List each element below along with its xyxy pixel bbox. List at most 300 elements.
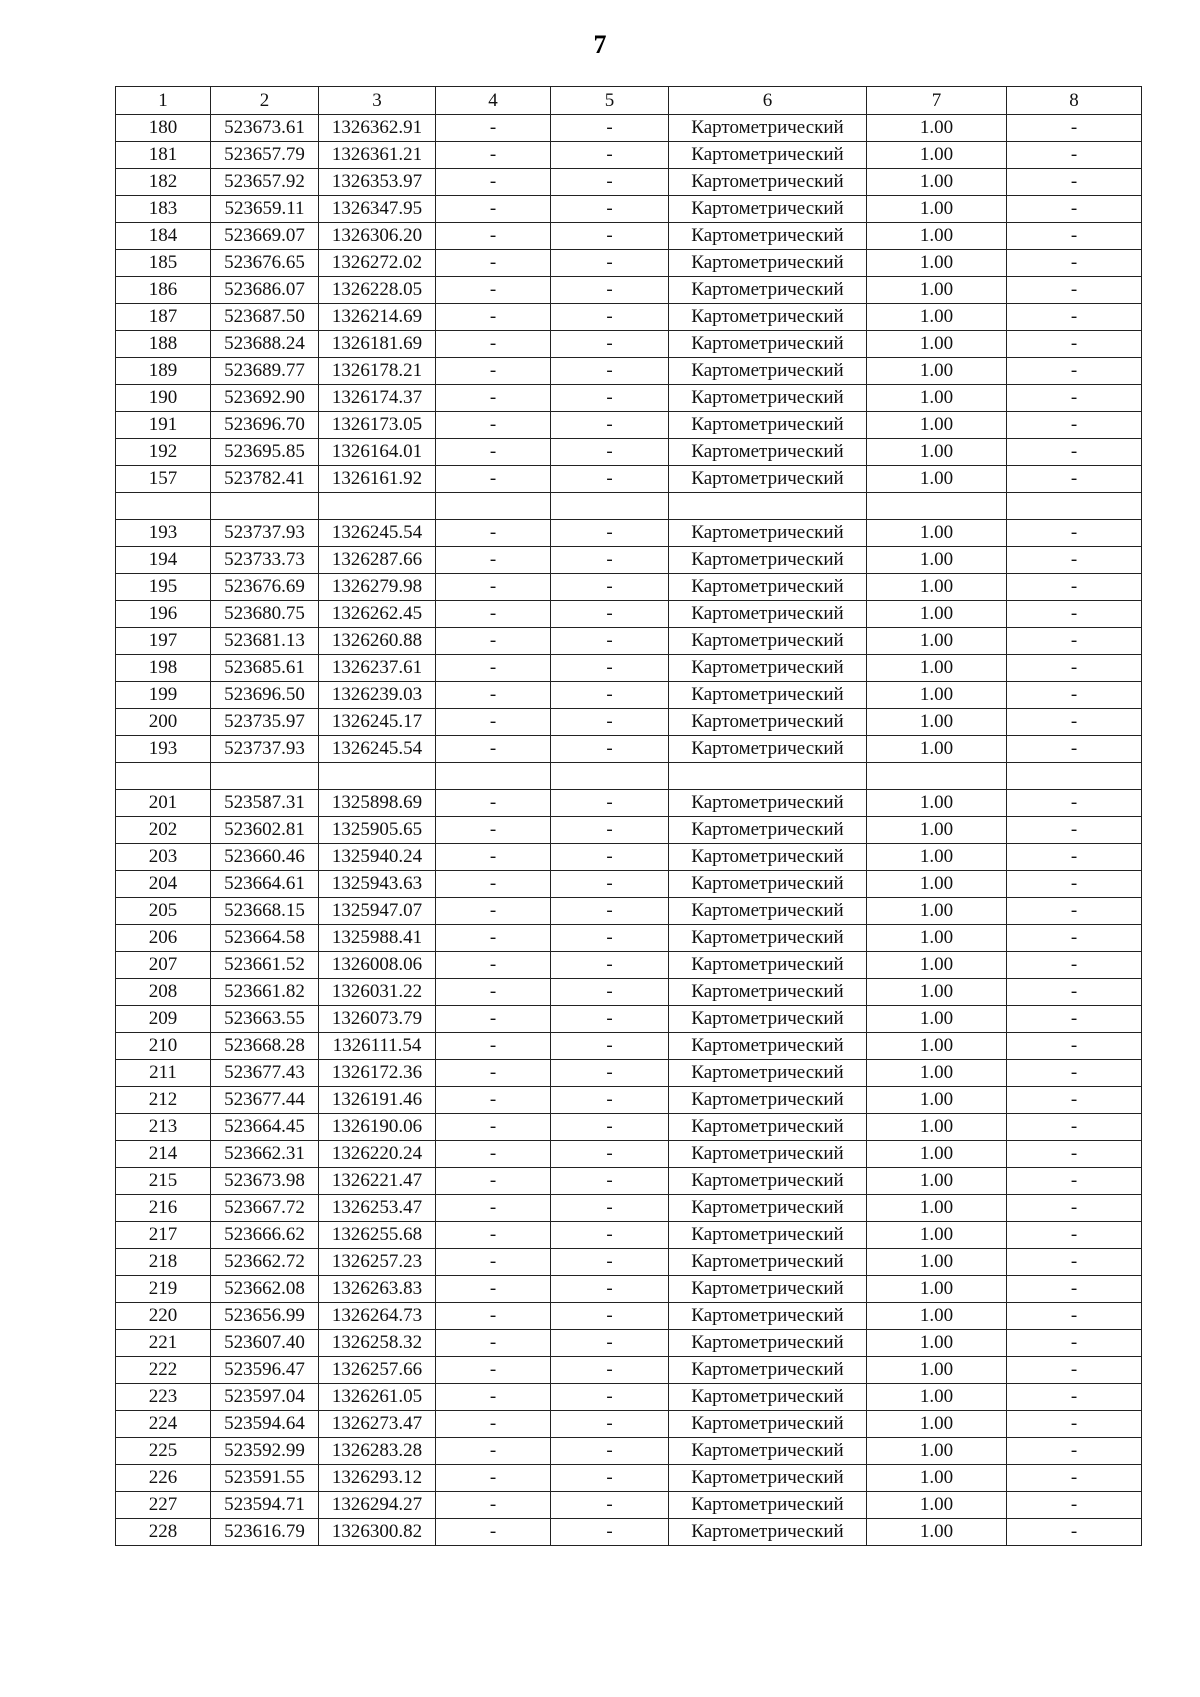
table-cell: 1.00: [867, 115, 1007, 142]
table-cell: -: [551, 412, 669, 439]
table-cell: 1.00: [867, 1357, 1007, 1384]
table-cell: 1326260.88: [319, 628, 436, 655]
table-cell: -: [1007, 1006, 1142, 1033]
table-cell: 1.00: [867, 1141, 1007, 1168]
table-cell: -: [1007, 196, 1142, 223]
table-cell: -: [1007, 331, 1142, 358]
table-cell: -: [1007, 358, 1142, 385]
table-cell: 211: [116, 1060, 211, 1087]
table-cell: 207: [116, 952, 211, 979]
table-cell: -: [436, 1060, 551, 1087]
table-row: [116, 574, 1142, 601]
table-cell: -: [551, 1114, 669, 1141]
table-cell: 523685.61: [211, 655, 319, 682]
table-cell: -: [551, 682, 669, 709]
table-cell: 195: [116, 574, 211, 601]
table-cell: Картометрический: [669, 952, 867, 979]
table-cell: 190: [116, 385, 211, 412]
table-cell: -: [551, 1357, 669, 1384]
table-cell: -: [436, 1114, 551, 1141]
table-row: [116, 331, 1142, 358]
table-cell: 523688.24: [211, 331, 319, 358]
table-cell: 206: [116, 925, 211, 952]
table-cell: -: [436, 1006, 551, 1033]
table-cell: -: [1007, 412, 1142, 439]
table-cell: 523737.93: [211, 520, 319, 547]
table-cell: 225: [116, 1438, 211, 1465]
table-cell: -: [436, 1276, 551, 1303]
table-cell: -: [436, 1087, 551, 1114]
table-cell: Картометрический: [669, 250, 867, 277]
table-cell: 1325947.07: [319, 898, 436, 925]
coordinates-table: [115, 86, 1142, 1546]
table-cell: [551, 493, 669, 520]
table-cell: -: [1007, 223, 1142, 250]
table-cell: 523602.81: [211, 817, 319, 844]
table-cell: 1326306.20: [319, 223, 436, 250]
table-cell: [211, 763, 319, 790]
table-cell: 1326178.21: [319, 358, 436, 385]
table-cell: Картометрический: [669, 466, 867, 493]
table-cell: -: [436, 1519, 551, 1546]
page-number: 7: [593, 30, 607, 59]
table-cell: -: [551, 979, 669, 1006]
table-cell: -: [551, 952, 669, 979]
table-cell: [436, 493, 551, 520]
table-cell: -: [551, 1033, 669, 1060]
table-cell: -: [1007, 574, 1142, 601]
table-row: [116, 277, 1142, 304]
table-cell: 523607.40: [211, 1330, 319, 1357]
table-cell: Картометрический: [669, 736, 867, 763]
table-cell: -: [551, 466, 669, 493]
table-cell: -: [436, 196, 551, 223]
table-cell: 523664.61: [211, 871, 319, 898]
column-header: 8: [1007, 87, 1142, 115]
table-cell: Картометрический: [669, 790, 867, 817]
table-cell: 1.00: [867, 1222, 1007, 1249]
table-cell: 1.00: [867, 871, 1007, 898]
table-cell: -: [1007, 1384, 1142, 1411]
table-row: [116, 790, 1142, 817]
table-cell: -: [436, 1438, 551, 1465]
table-cell: 523689.77: [211, 358, 319, 385]
table-cell: 523597.04: [211, 1384, 319, 1411]
table-cell: -: [551, 1006, 669, 1033]
table-cell: 226: [116, 1465, 211, 1492]
table-cell: Картометрический: [669, 925, 867, 952]
table-cell: -: [436, 304, 551, 331]
table-cell: 523669.07: [211, 223, 319, 250]
table-cell: -: [551, 1519, 669, 1546]
table-cell: 1326164.01: [319, 439, 436, 466]
table-cell: 1326300.82: [319, 1519, 436, 1546]
table-cell: Картометрический: [669, 196, 867, 223]
table-cell: 1326273.47: [319, 1411, 436, 1438]
table-cell: 523696.50: [211, 682, 319, 709]
table-cell: -: [436, 1195, 551, 1222]
table-cell: Картометрический: [669, 1330, 867, 1357]
table-cell: -: [436, 1357, 551, 1384]
table-row: [116, 1141, 1142, 1168]
table-cell: -: [551, 1249, 669, 1276]
column-header: 4: [436, 87, 551, 115]
table-cell: 523676.69: [211, 574, 319, 601]
table-cell: -: [436, 1249, 551, 1276]
table-cell: 1325943.63: [319, 871, 436, 898]
table-cell: Картометрический: [669, 412, 867, 439]
table-cell: -: [551, 1168, 669, 1195]
table-cell: -: [1007, 466, 1142, 493]
table-cell: Картометрический: [669, 1492, 867, 1519]
table-cell: 1326111.54: [319, 1033, 436, 1060]
table-row: [116, 709, 1142, 736]
table-cell: -: [1007, 1411, 1142, 1438]
table-cell: -: [436, 1168, 551, 1195]
column-header: 3: [319, 87, 436, 115]
table-cell: -: [436, 277, 551, 304]
table-cell: -: [551, 439, 669, 466]
table-cell: 1326257.66: [319, 1357, 436, 1384]
table-cell: 523661.52: [211, 952, 319, 979]
table-cell: 523686.07: [211, 277, 319, 304]
table-cell: Картометрический: [669, 223, 867, 250]
table-cell: -: [1007, 898, 1142, 925]
table-cell: -: [436, 574, 551, 601]
table-cell: -: [1007, 925, 1142, 952]
table-cell: -: [551, 142, 669, 169]
table-cell: 523696.70: [211, 412, 319, 439]
table-cell: 1.00: [867, 277, 1007, 304]
table-cell: 192: [116, 439, 211, 466]
table-cell: 523656.99: [211, 1303, 319, 1330]
table-row: [116, 439, 1142, 466]
column-header: 7: [867, 87, 1007, 115]
table-cell: 196: [116, 601, 211, 628]
table-cell: -: [551, 655, 669, 682]
table-cell: 523677.43: [211, 1060, 319, 1087]
table-cell: -: [1007, 277, 1142, 304]
table-cell: 1326245.17: [319, 709, 436, 736]
table-cell: 1.00: [867, 952, 1007, 979]
table-cell: 1326255.68: [319, 1222, 436, 1249]
table-cell: -: [1007, 250, 1142, 277]
table-cell: 523668.28: [211, 1033, 319, 1060]
table-cell: -: [551, 196, 669, 223]
table-cell: -: [436, 1303, 551, 1330]
table-row: [116, 412, 1142, 439]
table-cell: 224: [116, 1411, 211, 1438]
table-cell: -: [1007, 1330, 1142, 1357]
table-cell: -: [436, 115, 551, 142]
table-cell: -: [1007, 142, 1142, 169]
table-cell: 523676.65: [211, 250, 319, 277]
table-cell: 203: [116, 844, 211, 871]
table-row: [116, 817, 1142, 844]
table-cell: -: [1007, 655, 1142, 682]
table-cell: Картометрический: [669, 898, 867, 925]
table-cell: 1326262.45: [319, 601, 436, 628]
table-cell: 1326283.28: [319, 1438, 436, 1465]
table-cell: -: [551, 1330, 669, 1357]
table-cell: -: [436, 547, 551, 574]
table-row: [116, 1465, 1142, 1492]
table-cell: -: [436, 466, 551, 493]
table-cell: 185: [116, 250, 211, 277]
table-cell: 1326190.06: [319, 1114, 436, 1141]
table-cell: -: [1007, 871, 1142, 898]
table-cell: -: [1007, 952, 1142, 979]
table-cell: 523592.99: [211, 1438, 319, 1465]
table-cell: 1326031.22: [319, 979, 436, 1006]
table-cell: 523677.44: [211, 1087, 319, 1114]
table-cell: -: [436, 1384, 551, 1411]
table-cell: 1326245.54: [319, 736, 436, 763]
table-cell: 523692.90: [211, 385, 319, 412]
table-cell: 1.00: [867, 844, 1007, 871]
table-cell: 212: [116, 1087, 211, 1114]
table-cell: 1326287.66: [319, 547, 436, 574]
table-row: [116, 520, 1142, 547]
table-cell: 1.00: [867, 601, 1007, 628]
table-row: [116, 1330, 1142, 1357]
table-cell: -: [551, 1087, 669, 1114]
table-cell: 1326008.06: [319, 952, 436, 979]
table-cell: 1.00: [867, 1330, 1007, 1357]
table-cell: -: [1007, 1141, 1142, 1168]
table-cell: 1.00: [867, 250, 1007, 277]
table-row: [116, 304, 1142, 331]
table-cell: Картометрический: [669, 331, 867, 358]
table-cell: Картометрический: [669, 1303, 867, 1330]
column-header: 1: [116, 87, 211, 115]
table-cell: Картометрический: [669, 1465, 867, 1492]
table-cell: -: [1007, 736, 1142, 763]
table-cell: -: [551, 790, 669, 817]
table-row: [116, 1276, 1142, 1303]
table-row: [116, 1222, 1142, 1249]
table-cell: 1.00: [867, 574, 1007, 601]
table-cell: 1326361.21: [319, 142, 436, 169]
table-cell: 1.00: [867, 979, 1007, 1006]
table-cell: 523737.93: [211, 736, 319, 763]
table-cell: 202: [116, 817, 211, 844]
table-cell: -: [551, 1465, 669, 1492]
table-cell: -: [551, 1060, 669, 1087]
table-cell: 183: [116, 196, 211, 223]
table-row: [116, 223, 1142, 250]
table-cell: Картометрический: [669, 817, 867, 844]
table-row: [116, 1114, 1142, 1141]
table-row: [116, 844, 1142, 871]
table-cell: 227: [116, 1492, 211, 1519]
table-cell: Картометрический: [669, 601, 867, 628]
table-cell: -: [551, 844, 669, 871]
table-cell: -: [551, 898, 669, 925]
table-cell: -: [1007, 790, 1142, 817]
table-cell: -: [436, 385, 551, 412]
table-cell: -: [551, 817, 669, 844]
table-row: [116, 169, 1142, 196]
table-body: [116, 115, 1142, 1546]
table-cell: Картометрический: [669, 547, 867, 574]
table-row: [116, 925, 1142, 952]
table-row: [116, 682, 1142, 709]
table-cell: -: [436, 1330, 551, 1357]
table-cell: 210: [116, 1033, 211, 1060]
table-cell: 1.00: [867, 925, 1007, 952]
table-cell: 214: [116, 1141, 211, 1168]
table-cell: -: [1007, 1492, 1142, 1519]
table-cell: Картометрический: [669, 1276, 867, 1303]
table-cell: -: [551, 385, 669, 412]
table-cell: -: [1007, 709, 1142, 736]
table-cell: 1.00: [867, 709, 1007, 736]
table-cell: -: [436, 439, 551, 466]
table-row: [116, 601, 1142, 628]
table-cell: -: [1007, 1303, 1142, 1330]
table-cell: 1326263.83: [319, 1276, 436, 1303]
table-cell: 218: [116, 1249, 211, 1276]
table-cell: -: [1007, 1060, 1142, 1087]
table-cell: 1.00: [867, 331, 1007, 358]
table-cell: 1326161.92: [319, 466, 436, 493]
table-cell: -: [1007, 547, 1142, 574]
table-cell: 1.00: [867, 304, 1007, 331]
table-row: [116, 1519, 1142, 1546]
table-cell: 193: [116, 520, 211, 547]
table-cell: -: [551, 547, 669, 574]
table-cell: -: [1007, 1519, 1142, 1546]
table-cell: -: [436, 682, 551, 709]
table-cell: -: [436, 709, 551, 736]
table-cell: [669, 493, 867, 520]
table-cell: -: [1007, 304, 1142, 331]
table-cell: 523591.55: [211, 1465, 319, 1492]
table-cell: 222: [116, 1357, 211, 1384]
table-row: [116, 655, 1142, 682]
table-row: [116, 1249, 1142, 1276]
table-cell: -: [436, 358, 551, 385]
table-cell: 184: [116, 223, 211, 250]
table-cell: 1326221.47: [319, 1168, 436, 1195]
table-cell: [436, 763, 551, 790]
table-cell: 523735.97: [211, 709, 319, 736]
table-cell: 1.00: [867, 1303, 1007, 1330]
table-cell: Картометрический: [669, 169, 867, 196]
table-cell: 1.00: [867, 1006, 1007, 1033]
table-cell: -: [551, 331, 669, 358]
table-cell: 1.00: [867, 1492, 1007, 1519]
table-row: [116, 358, 1142, 385]
table-cell: -: [1007, 979, 1142, 1006]
table-cell: 1326173.05: [319, 412, 436, 439]
table-cell: 523666.62: [211, 1222, 319, 1249]
table-cell: 215: [116, 1168, 211, 1195]
table-cell: -: [1007, 682, 1142, 709]
table-cell: -: [551, 277, 669, 304]
table-cell: -: [1007, 817, 1142, 844]
table-cell: [116, 493, 211, 520]
table-cell: 1326257.23: [319, 1249, 436, 1276]
table-row: [116, 1411, 1142, 1438]
table-cell: -: [436, 520, 551, 547]
table-cell: 1326237.61: [319, 655, 436, 682]
table-cell: 1326294.27: [319, 1492, 436, 1519]
table-cell: 1.00: [867, 142, 1007, 169]
table-cell: 1325988.41: [319, 925, 436, 952]
table-row: [116, 115, 1142, 142]
table-cell: 523680.75: [211, 601, 319, 628]
table-cell: -: [551, 1492, 669, 1519]
table-cell: -: [1007, 1438, 1142, 1465]
table-cell: -: [436, 817, 551, 844]
table-cell: 213: [116, 1114, 211, 1141]
table-cell: 523673.98: [211, 1168, 319, 1195]
column-header: 2: [211, 87, 319, 115]
table-cell: 523668.15: [211, 898, 319, 925]
table-cell: 1.00: [867, 655, 1007, 682]
table-cell: 193: [116, 736, 211, 763]
table-cell: 1326245.54: [319, 520, 436, 547]
table-cell: Картометрический: [669, 439, 867, 466]
table-cell: 1.00: [867, 1438, 1007, 1465]
table-cell: Картометрический: [669, 1087, 867, 1114]
table-cell: 1326293.12: [319, 1465, 436, 1492]
table-cell: 523660.46: [211, 844, 319, 871]
table-cell: Картометрический: [669, 1114, 867, 1141]
table-cell: -: [436, 871, 551, 898]
table-cell: -: [551, 169, 669, 196]
table-row: [116, 979, 1142, 1006]
table-cell: 194: [116, 547, 211, 574]
table-cell: -: [551, 1222, 669, 1249]
table-cell: 1.00: [867, 1060, 1007, 1087]
table-cell: -: [436, 223, 551, 250]
table-cell: -: [436, 169, 551, 196]
table-cell: [669, 763, 867, 790]
table-cell: 1326272.02: [319, 250, 436, 277]
table-cell: 1.00: [867, 736, 1007, 763]
table-cell: Картометрический: [669, 358, 867, 385]
table-cell: 1.00: [867, 169, 1007, 196]
table-cell: 523594.71: [211, 1492, 319, 1519]
table-cell: Картометрический: [669, 1033, 867, 1060]
table-cell: -: [551, 358, 669, 385]
table-cell: -: [1007, 520, 1142, 547]
table-cell: Картометрический: [669, 1357, 867, 1384]
table-cell: -: [551, 250, 669, 277]
table-cell: 216: [116, 1195, 211, 1222]
table-cell: 221: [116, 1330, 211, 1357]
table-cell: 201: [116, 790, 211, 817]
table-row: [116, 898, 1142, 925]
table-cell: 1326258.32: [319, 1330, 436, 1357]
table-cell: 1.00: [867, 1465, 1007, 1492]
table-row: [116, 1303, 1142, 1330]
table-cell: -: [1007, 1465, 1142, 1492]
table-cell: 1.00: [867, 1249, 1007, 1276]
table-cell: 1326264.73: [319, 1303, 436, 1330]
table-cell: -: [436, 1033, 551, 1060]
table-row: [116, 952, 1142, 979]
table-cell: Картометрический: [669, 1438, 867, 1465]
table-cell: 157: [116, 466, 211, 493]
table-cell: -: [551, 871, 669, 898]
table-cell: -: [436, 142, 551, 169]
table-cell: 1.00: [867, 439, 1007, 466]
table-cell: 209: [116, 1006, 211, 1033]
